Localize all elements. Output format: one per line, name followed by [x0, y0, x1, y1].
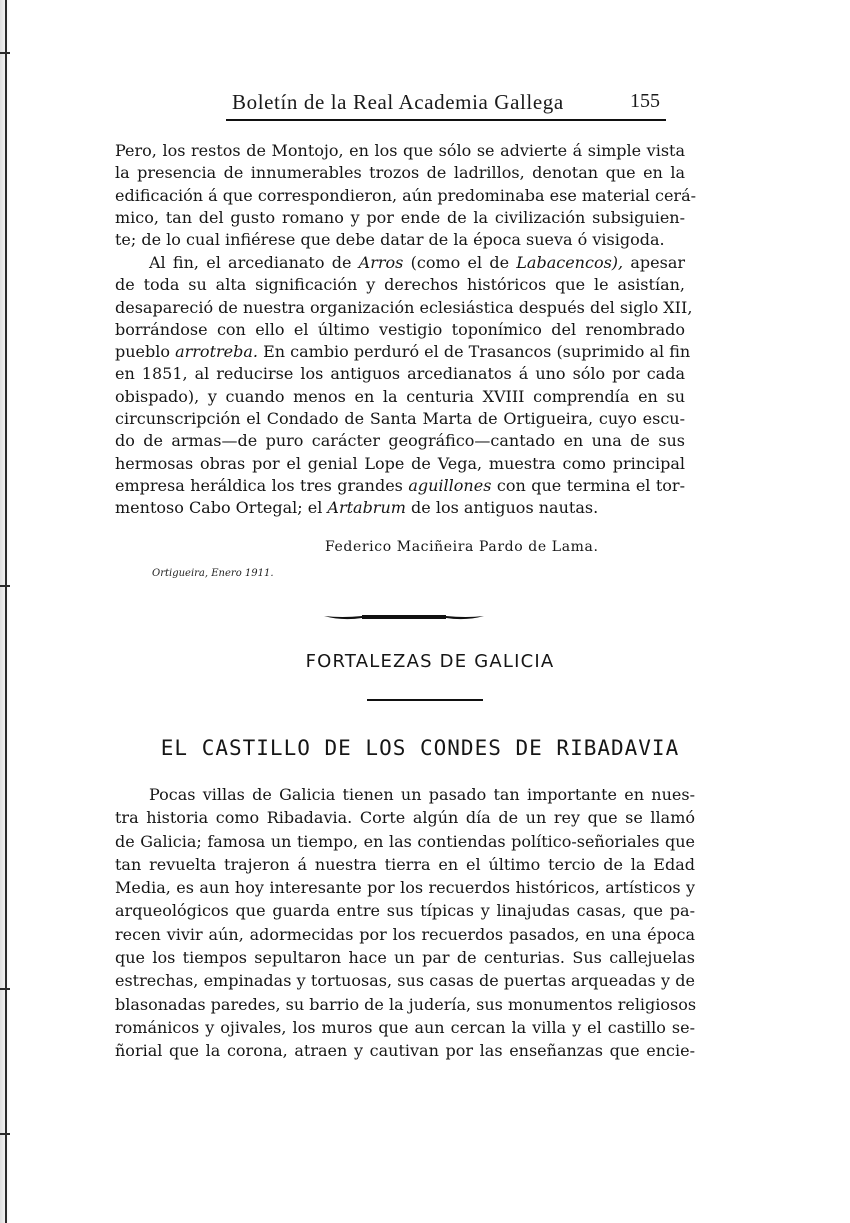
- italic-term: aguillones: [408, 475, 492, 495]
- paragraph-2: [115, 252, 693, 520]
- text-line: Pero, los restos de Montojo, en los que sólo se advierte á simple vista: [115, 141, 685, 160]
- text-line: desapareció de nuestra organización eclesiástica después del siglo XII,: [115, 297, 693, 317]
- text-line: que los tiempos sepultaron hace un par de centurias. Sus callejuelas: [115, 948, 695, 968]
- italic-term: arrotreba.: [175, 342, 258, 362]
- text-run: apesar: [623, 253, 686, 272]
- text-run: pueblo: [115, 342, 176, 362]
- article-title: EL CASTILLO DE LOS CONDES DE RIBADAVIA: [160, 736, 680, 760]
- text-run: empresa heráldica los tres grandes: [115, 475, 409, 495]
- text-line: la presencia de innumerables trozos de ladrillos, denotan que en la: [115, 163, 685, 183]
- paragraph-1: [115, 140, 697, 251]
- italic-term: Arros: [358, 253, 404, 272]
- running-header: [232, 86, 660, 116]
- text-line: [115, 252, 685, 274]
- text-line: blasonadas paredes, su barrio de la judería, sus monumentos religiosos: [115, 994, 697, 1014]
- text-line: tan revuelta trajeron á nuestra tierra en el último tercio de la Edad: [115, 854, 695, 874]
- text-line: tra historia como Ribadavia. Corte algún día de un rey que se llamó: [115, 808, 695, 828]
- text-line: románicos y ojivales, los muros que aun cercan la villa y el castillo se-: [115, 1017, 695, 1037]
- text-line: recen vivir aún, adormecidas por los recuerdos pasados, en una época: [115, 924, 695, 944]
- text-line: mico, tan del gusto romano y por ende de la civilización subsiguien-: [115, 207, 685, 227]
- text-line: [115, 341, 691, 363]
- italic-term: Labacencos),: [516, 253, 624, 272]
- text-run: (como el de: [403, 253, 517, 272]
- edge-tick: [0, 1133, 10, 1135]
- text-line: de Galicia; famosa un tiempo, en las contiendas político-señoriales que: [115, 831, 695, 851]
- ornament-divider: [322, 606, 486, 626]
- text-line: borrándose con ello el último vestigio toponímico del renombrado: [115, 319, 685, 339]
- text-line: arqueológicos que guarda entre sus típicas y linajudas casas, que pa-: [115, 901, 695, 921]
- header-rule: [226, 119, 666, 121]
- text-line: en 1851, al reducirse los antiguos arcedianatos á uno sólo por cada: [115, 364, 685, 384]
- text-line: [115, 497, 685, 519]
- text-run: En cambio perduró el de Trasancos (suprimido al fin: [257, 342, 691, 362]
- text-line: edificación á que correspondieron, aún predominaba ese material cerá-: [115, 185, 697, 205]
- author-signature: Federico Maciñeira Pardo de Lama.: [325, 539, 599, 555]
- text-line: Pocas villas de Galicia tienen un pasado tan importante en nues-: [149, 785, 695, 804]
- text-run: mentoso Cabo Ortegal; el: [115, 498, 328, 518]
- text-line: circunscripción el Condado de Santa Marta de Ortigueira, cuyo escu-: [115, 409, 685, 429]
- binding-line: [5, 0, 7, 1223]
- text-line: do de armas—de puro carácter geográfico—cantado en una de sus: [115, 431, 685, 451]
- journal-title: Boletín de la Real Academia Gallega: [232, 90, 564, 114]
- text-line: [115, 475, 685, 497]
- text-run: con que termina el tor-: [491, 475, 685, 495]
- text-line: ñorial que la corona, atraen y cautivan por las enseñanzas que encie-: [115, 1041, 695, 1061]
- paragraph-3: [115, 783, 695, 1063]
- text-run: Al fin, el arcedianato de: [149, 253, 359, 272]
- text-run: de los antiguos nautas.: [405, 498, 599, 518]
- page-number: 155: [630, 90, 660, 112]
- edge-tick: [0, 585, 10, 587]
- text-line: estrechas, empinadas y tortuosas, sus casas de puertas arqueadas y de: [115, 971, 695, 991]
- text-line: hermosas obras por el genial Lope de Vega, muestra como principal: [115, 453, 685, 473]
- section-rule: [367, 699, 483, 701]
- text-line: te; de lo cual infiérese que debe datar de la época sueva ó visigoda.: [115, 230, 665, 250]
- section-title: FORTALEZAS DE GALICIA: [305, 651, 555, 672]
- scan-edge: [0, 0, 10, 1223]
- edge-tick: [0, 52, 10, 54]
- text-line: de toda su alta significación y derechos históricos que le asistían,: [115, 275, 685, 295]
- place-date: Ortigueira, Enero 1911.: [152, 568, 274, 579]
- text-line: obispado), y cuando menos en la centuria XVIII comprendía en su: [115, 386, 685, 406]
- italic-term: Artabrum: [327, 498, 406, 518]
- edge-tick: [0, 988, 10, 990]
- text-line: Media, es aun hoy interesante por los recuerdos históricos, artísticos y: [115, 878, 695, 898]
